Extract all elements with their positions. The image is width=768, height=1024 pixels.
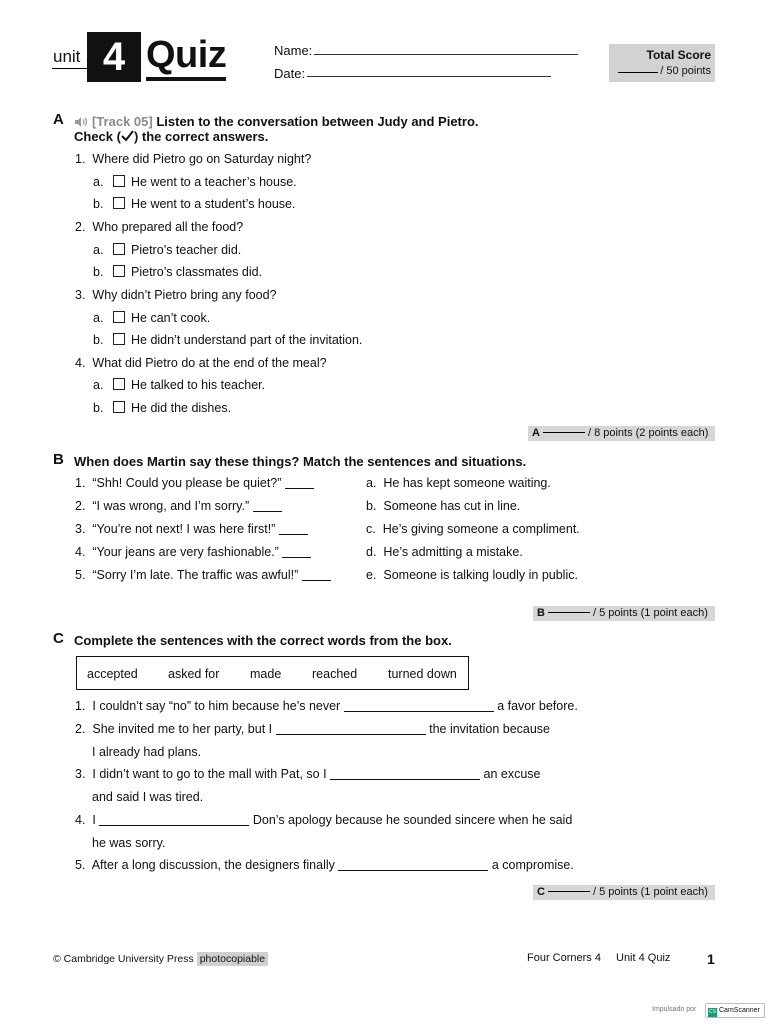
c-sentence-1: 1. I couldn’t say “no” to him because he’s never a favor before.: [75, 699, 578, 713]
date-label: Date:: [274, 66, 306, 81]
b-blank-4[interactable]: [282, 546, 311, 558]
footer-copyright: © Cambridge University Press photocopiable: [53, 953, 268, 965]
total-score-points: / 50 points: [660, 65, 711, 77]
checkbox-a3a[interactable]: [113, 311, 125, 323]
checkbox-a3b[interactable]: [113, 333, 125, 345]
c-sentence-4-cont: he was sorry.: [92, 836, 166, 850]
unit-underline: [52, 68, 88, 69]
option-a3a: a. He can’t cook.: [93, 311, 211, 325]
track-label: [Track 05]: [92, 114, 153, 129]
unit-label: unit: [53, 47, 81, 66]
section-b-points: B / 5 points (1 point each): [533, 606, 715, 621]
section-a-score-blank[interactable]: [543, 432, 585, 433]
quiz-underline: [146, 77, 226, 81]
section-a-instruction-text: Listen to the conversation between Judy and Pietro.: [156, 114, 479, 129]
c-sentence-3: 3. I didn’t want to go to the mall with Pat, so I an excuse: [75, 767, 541, 781]
b-blank-5[interactable]: [302, 569, 331, 581]
total-score-blank[interactable]: [618, 72, 658, 73]
footer-book-title: Four Corners 4: [527, 952, 601, 964]
section-b-score-blank[interactable]: [548, 612, 590, 613]
camscanner-badge: CS CamScanner: [705, 1003, 765, 1018]
word-box-word-2: asked for: [168, 667, 220, 681]
page-number: 1: [707, 951, 715, 967]
footer-unit-quiz: Unit 4 Quiz: [616, 952, 671, 964]
quiz-title: Quiz: [146, 34, 227, 76]
option-a3b: b. He didn’t understand part of the invitation.: [93, 333, 363, 347]
section-c-letter: C: [53, 630, 64, 647]
checkbox-a4b[interactable]: [113, 401, 125, 413]
date-field-line[interactable]: [307, 76, 551, 77]
total-score-label: Total Score: [646, 48, 711, 62]
section-a-instruction-line2: Check ( ) the correct answers.: [74, 129, 269, 144]
total-score-value: [609, 65, 711, 77]
c-sentence-2-cont: I already had plans.: [92, 745, 202, 759]
photocopiable-badge: photocopiable: [197, 952, 268, 966]
b-item-5: 5. “Sorry I’m late. The traffic was awful!”: [75, 568, 331, 582]
question-a1: 1. Where did Pietro go on Saturday night?: [75, 152, 312, 166]
c-sentence-4: 4. I Don’s apology because he sounded sincere when he said: [75, 813, 573, 827]
option-a4a: a. He talked to his teacher.: [93, 378, 266, 392]
c-sentence-5: 5. After a long discussion, the designers finally a compromise.: [75, 858, 574, 872]
section-c-points: C / 5 points (1 point each): [533, 885, 715, 900]
c-blank-3[interactable]: [330, 768, 480, 780]
b-blank-1[interactable]: [285, 477, 314, 489]
b-item-4: 4. “Your jeans are very fashionable.”: [75, 545, 311, 559]
powered-by-label: Impulsado por: [652, 1006, 697, 1013]
unit-number-badge: 4: [87, 32, 141, 82]
option-a4b: b. He did the dishes.: [93, 401, 232, 415]
speaker-icon: [74, 116, 88, 128]
c-blank-5[interactable]: [338, 859, 488, 871]
section-a-letter: A: [53, 111, 64, 128]
section-b-letter: B: [53, 451, 64, 468]
question-a3: 3. Why didn’t Pietro bring any food?: [75, 288, 277, 302]
c-sentence-2: 2. She invited me to her party, but I the invitation because: [75, 722, 551, 736]
b-blank-2[interactable]: [253, 500, 282, 512]
checkbox-a4a[interactable]: [113, 378, 125, 390]
b-situation-a: a. He has kept someone waiting.: [366, 476, 551, 490]
name-label: Name:: [274, 43, 313, 58]
word-box-word-4: reached: [312, 667, 358, 681]
b-item-3: 3. “You’re not next! I was here first!”: [75, 522, 308, 536]
b-situation-d: d. He’s admitting a mistake.: [366, 545, 523, 559]
word-box-word-3: made: [250, 667, 282, 681]
b-blank-3[interactable]: [279, 523, 308, 535]
option-a2a: a. Pietro’s teacher did.: [93, 243, 242, 257]
checkmark-icon: [121, 130, 134, 142]
c-blank-2[interactable]: [276, 723, 426, 735]
b-item-1: 1. “Shh! Could you please be quiet?”: [75, 476, 314, 490]
b-situation-e: e. Someone is talking loudly in public.: [366, 568, 578, 582]
section-a-instruction-line1: [74, 114, 479, 129]
section-c-instruction: Complete the sentences with the correct words from the box.: [74, 633, 452, 648]
c-blank-4[interactable]: [99, 814, 249, 826]
section-c-score-blank[interactable]: [548, 891, 590, 892]
word-box-word-1: accepted: [87, 667, 138, 681]
option-a1a: a. He went to a teacher’s house.: [93, 175, 297, 189]
checkbox-a2b[interactable]: [113, 265, 125, 277]
checkbox-a1a[interactable]: [113, 175, 125, 187]
camscanner-logo-icon: CS: [709, 1009, 716, 1015]
section-b-instruction: When does Martin say these things? Match the sentences and situations.: [74, 454, 527, 469]
name-field-line[interactable]: [314, 54, 578, 55]
checkbox-a2a[interactable]: [113, 243, 125, 255]
question-a2: 2. Who prepared all the food?: [75, 220, 244, 234]
c-blank-1[interactable]: [344, 700, 494, 712]
b-situation-c: c. He’s giving someone a compliment.: [366, 522, 580, 536]
c-sentence-3-cont: and said I was tired.: [92, 790, 204, 804]
section-a-points: A / 8 points (2 points each): [528, 426, 715, 441]
checkbox-a1b[interactable]: [113, 197, 125, 209]
b-situation-b: b. Someone has cut in line.: [366, 499, 521, 513]
option-a1b: b. He went to a student’s house.: [93, 197, 296, 211]
option-a2b: b. Pietro’s classmates did.: [93, 265, 263, 279]
b-item-2: 2. “I was wrong, and I’m sorry.”: [75, 499, 282, 513]
word-box-word-5: turned down: [388, 667, 457, 681]
question-a4: 4. What did Pietro do at the end of the meal?: [75, 356, 327, 370]
